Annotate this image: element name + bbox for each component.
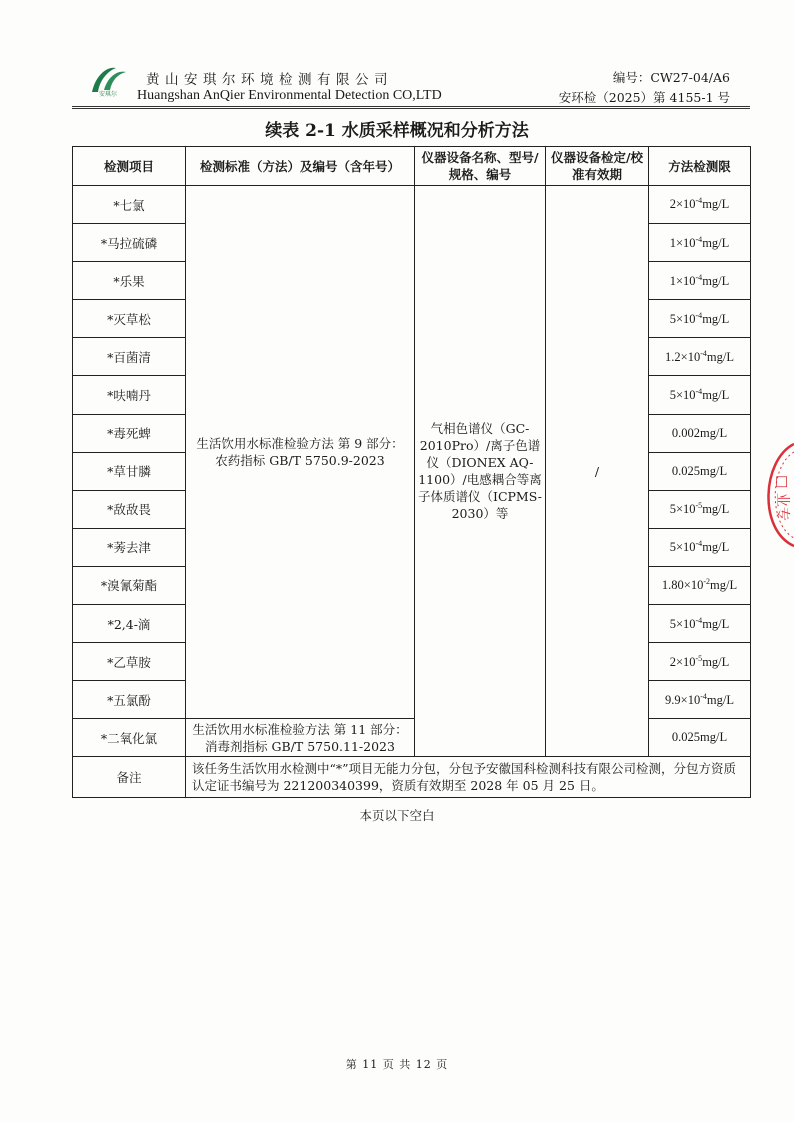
limit-exponent: -4 [695,234,703,244]
limit-unit: mg/L [702,311,730,326]
detection-limit-cell [649,376,751,414]
limit-exponent: -4 [700,691,707,701]
blank-below-note: 本页以下空白 [359,808,435,823]
page-footer: 第 11 页 共 12 页 [345,1058,449,1071]
limit-base: 1.2×10 [665,350,701,364]
header-divider [72,106,750,107]
company-name-cn: 黄山安琪尔环境检测有限公司 [146,72,393,88]
item-cell: *敌敌畏 [73,490,186,528]
limit-unit: mg/L [702,235,730,250]
limit-unit: mg/L [702,388,730,403]
calibration-cell: / [546,186,649,757]
standard-cell-pesticide: 生活饮用水标准检验方法 第 9 部分：农药指标 GB/T 5750.9-2023 [186,186,415,719]
limit-base: 0.025mg/L [671,730,728,745]
limit-exponent: -4 [695,272,703,282]
remark-label: 备注 [73,757,186,798]
limit-unit: mg/L [702,616,730,631]
limit-unit: mg/L [702,273,730,288]
item-cell: *五氯酚 [73,681,186,719]
table-row [73,719,751,757]
item-cell: *草甘膦 [73,452,186,490]
header-divider-2 [72,108,750,109]
item-cell: *毒死蜱 [73,414,186,452]
limit-unit: mg/L [702,197,730,212]
page-title: 续表 2-1 水质采样概况和分析方法 [265,121,529,141]
detection-limit-cell [649,719,751,757]
item-cell: *溴氰菊酯 [73,566,186,604]
limit-base: 2×10 [669,197,696,212]
col-header-calibration: 仪器设备检定/校准有效期 [546,147,649,186]
table-header-row [73,147,751,186]
item-cell: *乙草胺 [73,643,186,681]
seal-stamp [754,440,794,550]
limit-base: 5×10 [669,388,696,403]
method-table [72,146,751,798]
limit-exponent: -5 [695,653,703,663]
col-header-item: 检测项目 [73,147,186,186]
document-code: 编号：CW27-04/A6 [612,70,730,85]
limit-unit: mg/L [702,654,730,669]
limit-exponent: -4 [695,539,703,549]
limit-base: 5×10 [669,616,696,631]
col-header-limit: 方法检测限 [649,147,751,186]
limit-exponent: -4 [695,196,703,206]
report-number: 安环检（2025）第 4155-1 号 [558,90,730,105]
limit-base: 1.80×10 [661,578,704,593]
limit-exponent: -4 [695,310,703,320]
limit-unit: mg/L [710,578,738,593]
detection-limit-cell [649,681,751,719]
logo-text: 安琪尔 [98,91,118,98]
item-cell: *百菌清 [73,338,186,376]
item-cell: *2,4-滴 [73,605,186,643]
limit-exponent: -4 [695,615,703,625]
limit-unit: mg/L [702,502,730,517]
col-header-instrument: 仪器设备名称、型号/规格、编号 [415,147,546,186]
limit-base: 5×10 [669,502,696,517]
limit-base: 5×10 [669,311,696,326]
limit-exponent: -4 [695,386,703,396]
item-cell: *灭草松 [73,300,186,338]
detection-limit-cell [649,452,751,490]
detection-limit-cell [649,338,751,376]
col-header-standard: 检测标准（方法）及编号（含年号） [186,147,415,186]
item-cell: *二氧化氯 [73,719,186,757]
detection-limit-cell [649,490,751,528]
detection-limit-cell [649,605,751,643]
limit-unit: mg/L [706,692,734,707]
detection-limit-cell [649,414,751,452]
detection-limit-cell [649,186,751,224]
limit-base: 0.002mg/L [671,425,728,440]
detection-limit-cell [649,224,751,262]
remark-text: 该任务生活饮用水检测中“*”项目无能力分包，分包予安徽国科检测科技有限公司检测，分包方资质认定证书编号为 221200340399，资质有效期至 2028 年 05 月 25 日。 [186,757,751,798]
detection-limit-cell [649,528,751,566]
item-cell: *马拉硫磷 [73,224,186,262]
limit-exponent: -5 [695,501,703,511]
item-cell: *七氯 [73,186,186,224]
limit-exponent: -2 [703,577,710,587]
limit-unit: mg/L [702,540,730,555]
company-name-en: Huangshan AnQier Environmental Detection CO,LTD [137,88,442,103]
svg-text:□ 业专: □ 业专 [774,475,790,521]
instrument-cell: 气相色谱仪（GC-2010Pro）/离子色谱仪（DIONEX AQ-1100）/电感耦合等离子体质谱仪（ICPMS-2030）等 [415,186,546,757]
detection-limit-cell [649,643,751,681]
limit-base: 9.9×10 [665,692,701,707]
limit-base: 5×10 [669,540,696,555]
limit-unit: mg/L [706,350,734,364]
item-cell: *莠去津 [73,528,186,566]
remark-row [73,757,751,798]
detection-limit-cell [649,262,751,300]
detection-limit-cell [649,566,751,604]
detection-limit-cell [649,300,751,338]
limit-exponent: -4 [700,348,707,358]
limit-base: 0.025mg/L [671,463,728,478]
company-logo [86,62,130,98]
item-cell: *乐果 [73,262,186,300]
limit-base: 1×10 [669,235,696,250]
standard-cell-disinfectant: 生活饮用水标准检验方法 第 11 部分：消毒剂指标 GB/T 5750.11-2023 [186,719,415,757]
table-row [73,186,751,224]
item-cell: *呋喃丹 [73,376,186,414]
limit-base: 2×10 [669,654,696,669]
limit-base: 1×10 [669,273,696,288]
